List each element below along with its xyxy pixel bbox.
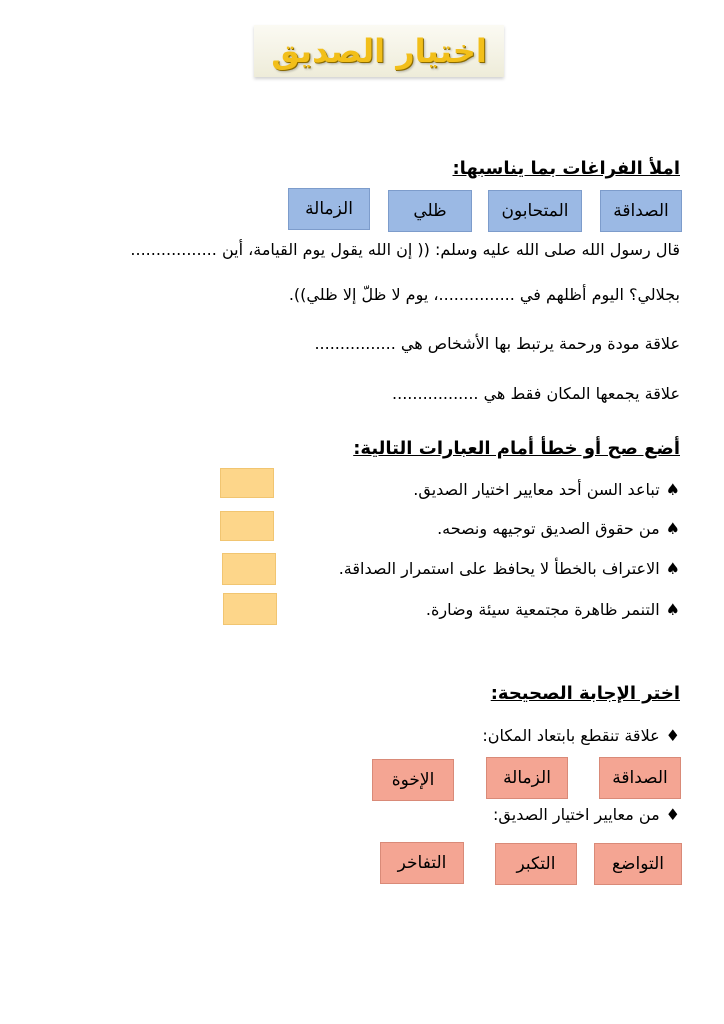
statement-2 (437, 519, 680, 538)
option-q1-c[interactable]: الإخوة (372, 759, 454, 801)
option-q1-b[interactable]: الزمالة (486, 757, 568, 799)
spade-bullet-icon: ♠ (665, 600, 680, 619)
question-2 (493, 805, 680, 824)
word-box-my-shade: ظلي (388, 190, 472, 232)
option-q2-c[interactable]: التفاخر (380, 842, 464, 884)
spade-bullet-icon: ♠ (665, 559, 680, 578)
spade-bullet-icon: ♠ (665, 519, 680, 538)
answer-box-3[interactable] (222, 553, 276, 585)
answer-box-4[interactable] (223, 593, 277, 625)
fill-line-2: بجلالي؟ اليوم أظلهم في ...............، يوم لا ظلّ إلا ظلي)). (288, 285, 680, 304)
page-title: اختيار الصديق (271, 32, 487, 70)
word-box-friendship: الصداقة (600, 190, 682, 232)
diamond-bullet-icon: ♦ (665, 805, 680, 824)
statement-1 (413, 480, 680, 499)
question-1 (482, 726, 680, 745)
word-box-colleagueship: الزمالة (288, 188, 370, 230)
answer-box-2[interactable] (220, 511, 274, 541)
statement-text: الاعتراف بالخطأ لا يحافظ على استمرار الصداقة. (338, 559, 660, 578)
spade-bullet-icon: ♠ (665, 480, 680, 499)
option-q2-b[interactable]: التكبر (495, 843, 577, 885)
statement-3 (339, 559, 680, 578)
statement-text: من حقوق الصديق توجيهه ونصحه. (437, 519, 660, 538)
question-text: من معايير اختيار الصديق: (493, 805, 660, 824)
option-q1-a[interactable]: الصداقة (599, 757, 681, 799)
fill-line-1: قال رسول الله صلى الله عليه وسلم: (( إن الله يقول يوم القيامة، أين ................. (130, 240, 680, 259)
statement-4 (426, 600, 680, 619)
statement-text: تباعد السن أحد معايير اختيار الصديق. (413, 480, 660, 499)
question-text: علاقة تنقطع بابتعاد المكان: (482, 726, 660, 745)
fill-line-3: علاقة مودة ورحمة يرتبط بها الأشخاص هي ................ (314, 334, 680, 353)
fill-line-4: علاقة يجمعها المكان فقط هي ................. (392, 384, 680, 403)
statement-text: التنمر ظاهرة مجتمعية سيئة وضارة. (425, 600, 660, 619)
option-q2-a[interactable]: التواضع (594, 843, 682, 885)
word-box-loving-ones: المتحابون (488, 190, 582, 232)
title-banner (254, 25, 504, 77)
diamond-bullet-icon: ♦ (665, 726, 680, 745)
section2-heading: أضع صح أو خطأ أمام العبارات التالية: (353, 438, 680, 459)
section3-heading: اختر الإجابة الصحيحة: (490, 683, 680, 704)
answer-box-1[interactable] (220, 468, 274, 498)
section1-heading: املأ الفراغات بما يناسبها: (452, 158, 680, 179)
